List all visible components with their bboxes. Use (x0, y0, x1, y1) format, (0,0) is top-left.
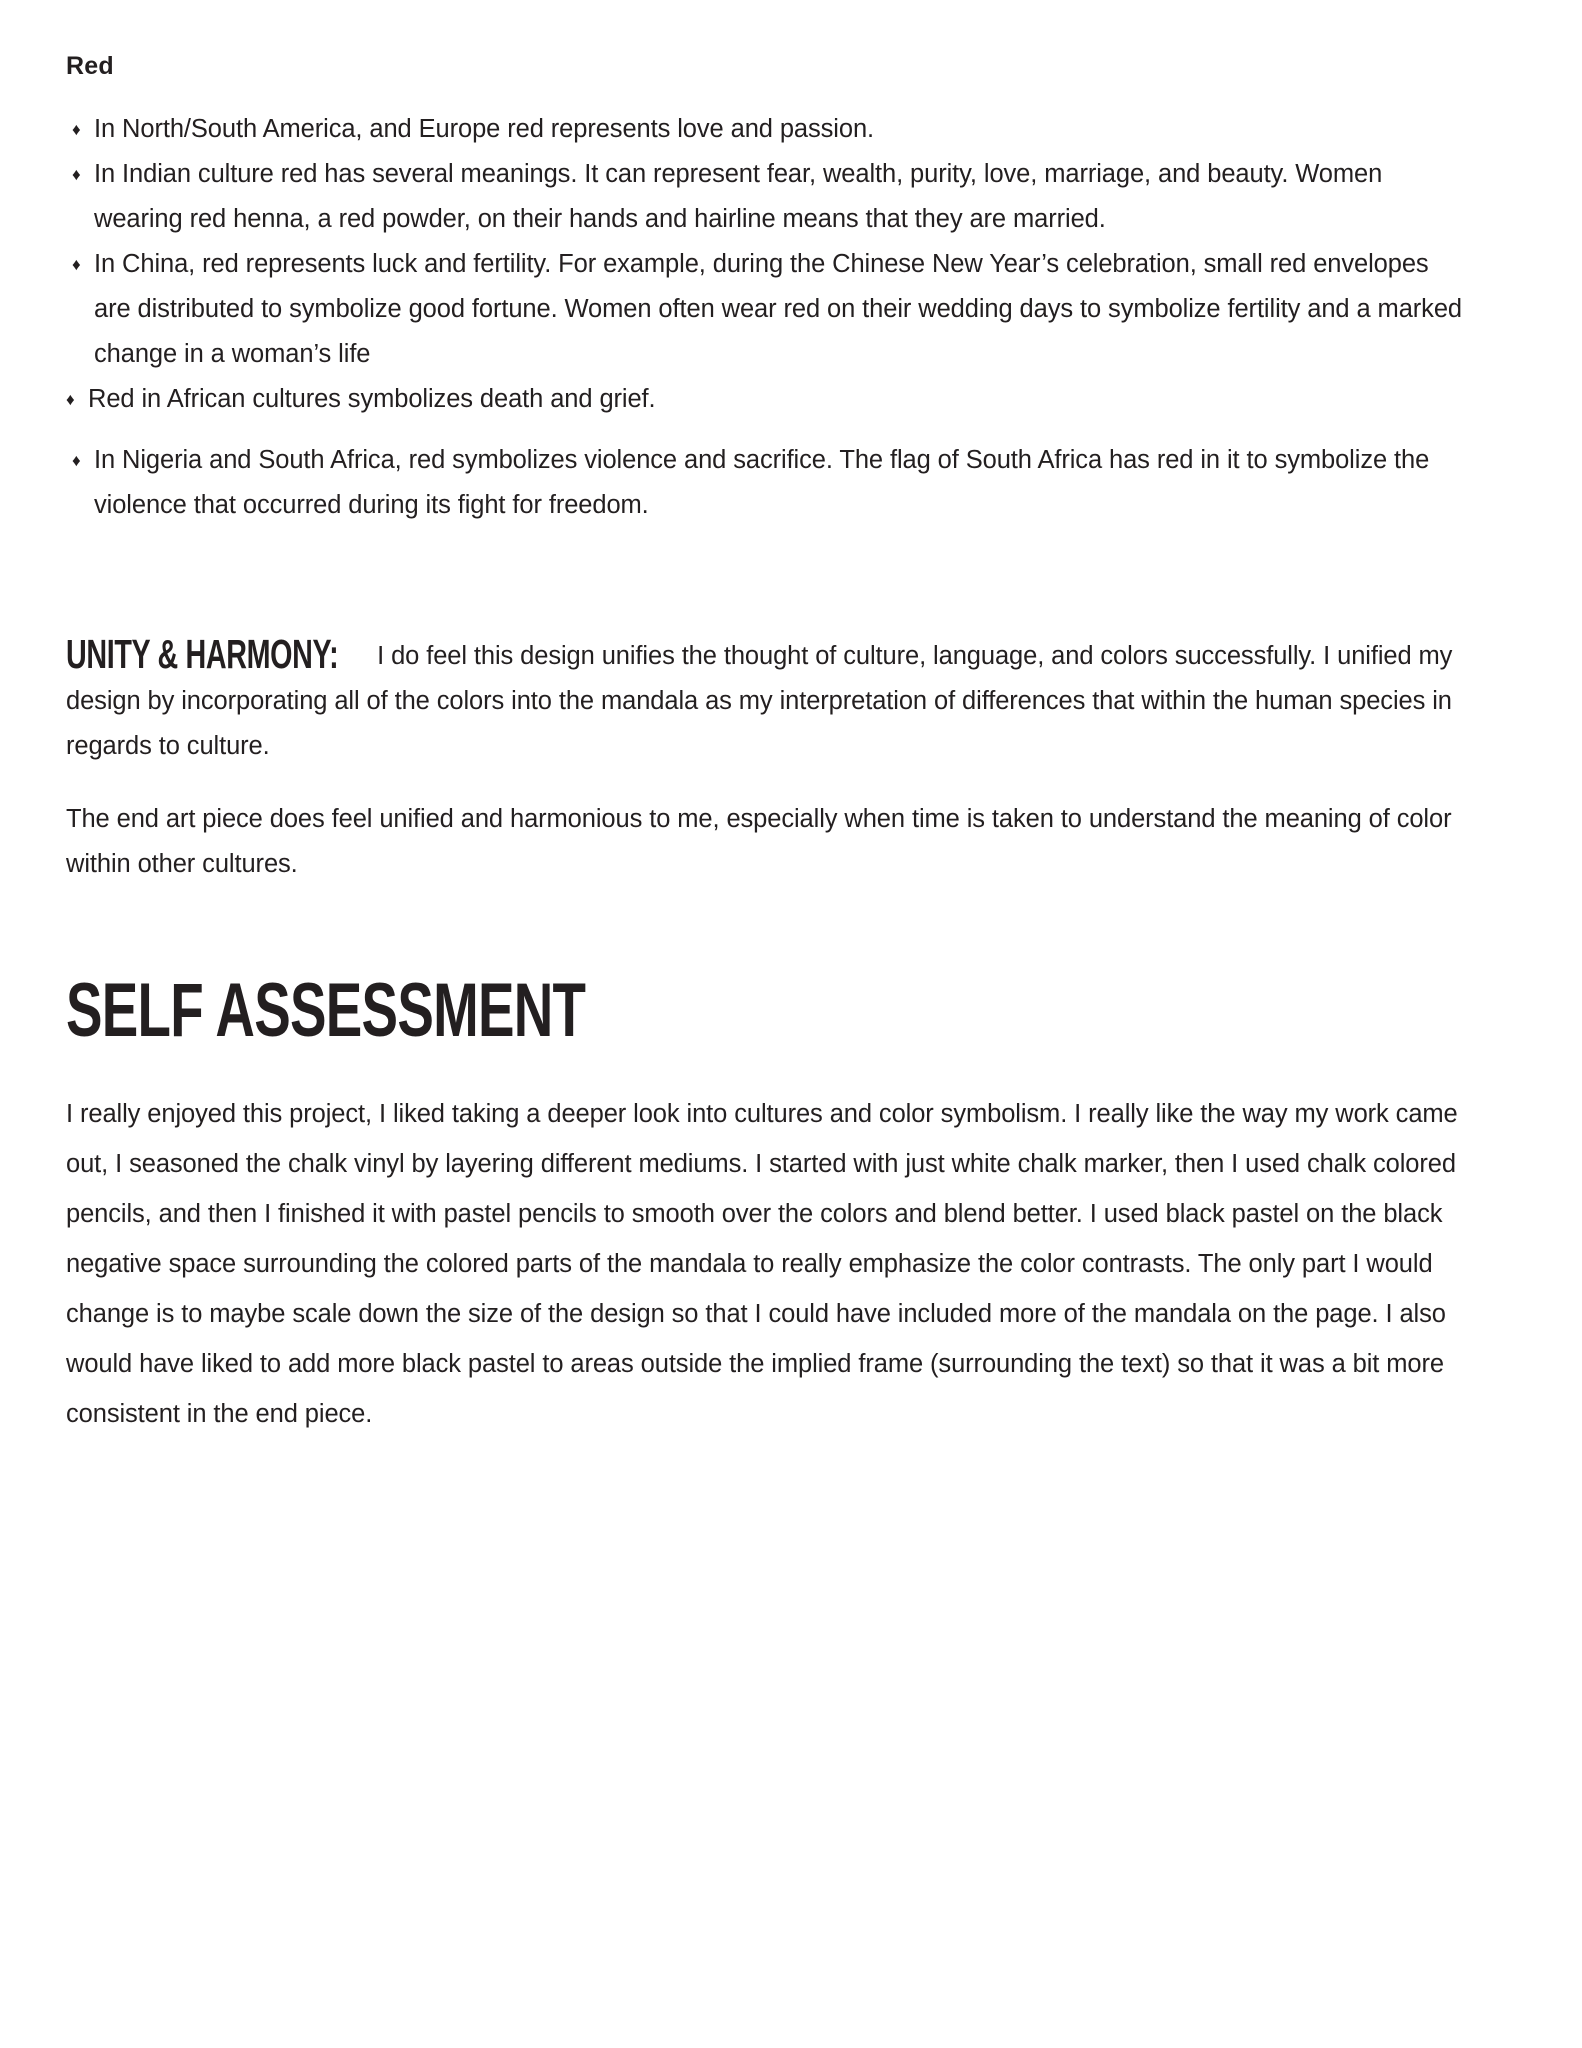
diamond-bullet-icon: ♦ (72, 451, 81, 470)
list-item-text: In China, red represents luck and fertility. For example, during the Chinese New Year’s celebration, small red envelopes are distributed to symbolize good fortune. Women often wear red on their wedding days to symbolize fertility and a marked change in a woman’s life (94, 250, 1462, 368)
diamond-bullet-icon: ♦ (72, 255, 81, 274)
section-red (66, 54, 1470, 528)
list-item (66, 438, 1470, 528)
self-assessment-paragraph: I really enjoyed this project, I liked taking a deeper look into cultures and color symbolism. I really like the way my work came out, I seasoned the chalk vinyl by layering different mediums. I started with just white chalk marker, then I used chalk colored pencils, and then I finished it with pastel pencils to smooth over the colors and blend better. I used black pastel on the black negative space surrounding the colored parts of the mandala to really emphasize the color contrasts. The only part I would change is to maybe scale down the size of the design so that I could have included more of the mandala on the page. I also would have liked to add more black pastel to areas outside the implied frame (surrounding the text) so that it was a bit more consistent in the end piece. (66, 1100, 1458, 1428)
unity-harmony-paragraph-1 (66, 630, 1470, 769)
list-item (66, 107, 1470, 152)
section-heading-red: Red (66, 52, 114, 80)
diamond-bullet-icon: ♦ (66, 390, 75, 409)
document-body (66, 54, 1470, 1439)
diamond-bullet-icon: ♦ (72, 165, 81, 184)
unity-harmony-paragraph-2: The end art piece does feel unified and harmonious to me, especially when time is taken to understand the meaning of color within other cultures. (66, 805, 1452, 878)
section-heading-self-assessment: SELF ASSESSMENT (66, 968, 586, 1053)
list-item (66, 242, 1470, 377)
unity-harmony-paragraph-1-text: I do feel this design unifies the thought of culture, language, and colors successfully. I unified my design by incorporating all of the colors into the mandala as my interpretation of differences that within the human species in regards to culture. (66, 642, 1453, 760)
list-item-text: In Indian culture red has several meanings. It can represent fear, wealth, purity, love, marriage, and beauty. Women wearing red henna, a red powder, on their hands and hairline means that they are married. (94, 160, 1383, 233)
list-item-text: In Nigeria and South Africa, red symbolizes violence and sacrifice. The flag of South Africa has red in it to symbolize the violence that occurred during its fight for freedom. (94, 446, 1430, 519)
diamond-bullet-icon: ♦ (72, 120, 81, 139)
section-self-assessment (66, 968, 1470, 1439)
list-item (66, 377, 1470, 422)
list-item-text: Red in African cultures symbolizes death and grief. (88, 385, 656, 413)
section-unity-harmony (66, 630, 1470, 887)
section-heading-unity-harmony: UNITY & HARMONY: (66, 631, 339, 677)
list-item-text: In North/South America, and Europe red represents love and passion. (94, 115, 875, 143)
list-item (66, 152, 1470, 242)
red-bullet-list (66, 107, 1470, 528)
